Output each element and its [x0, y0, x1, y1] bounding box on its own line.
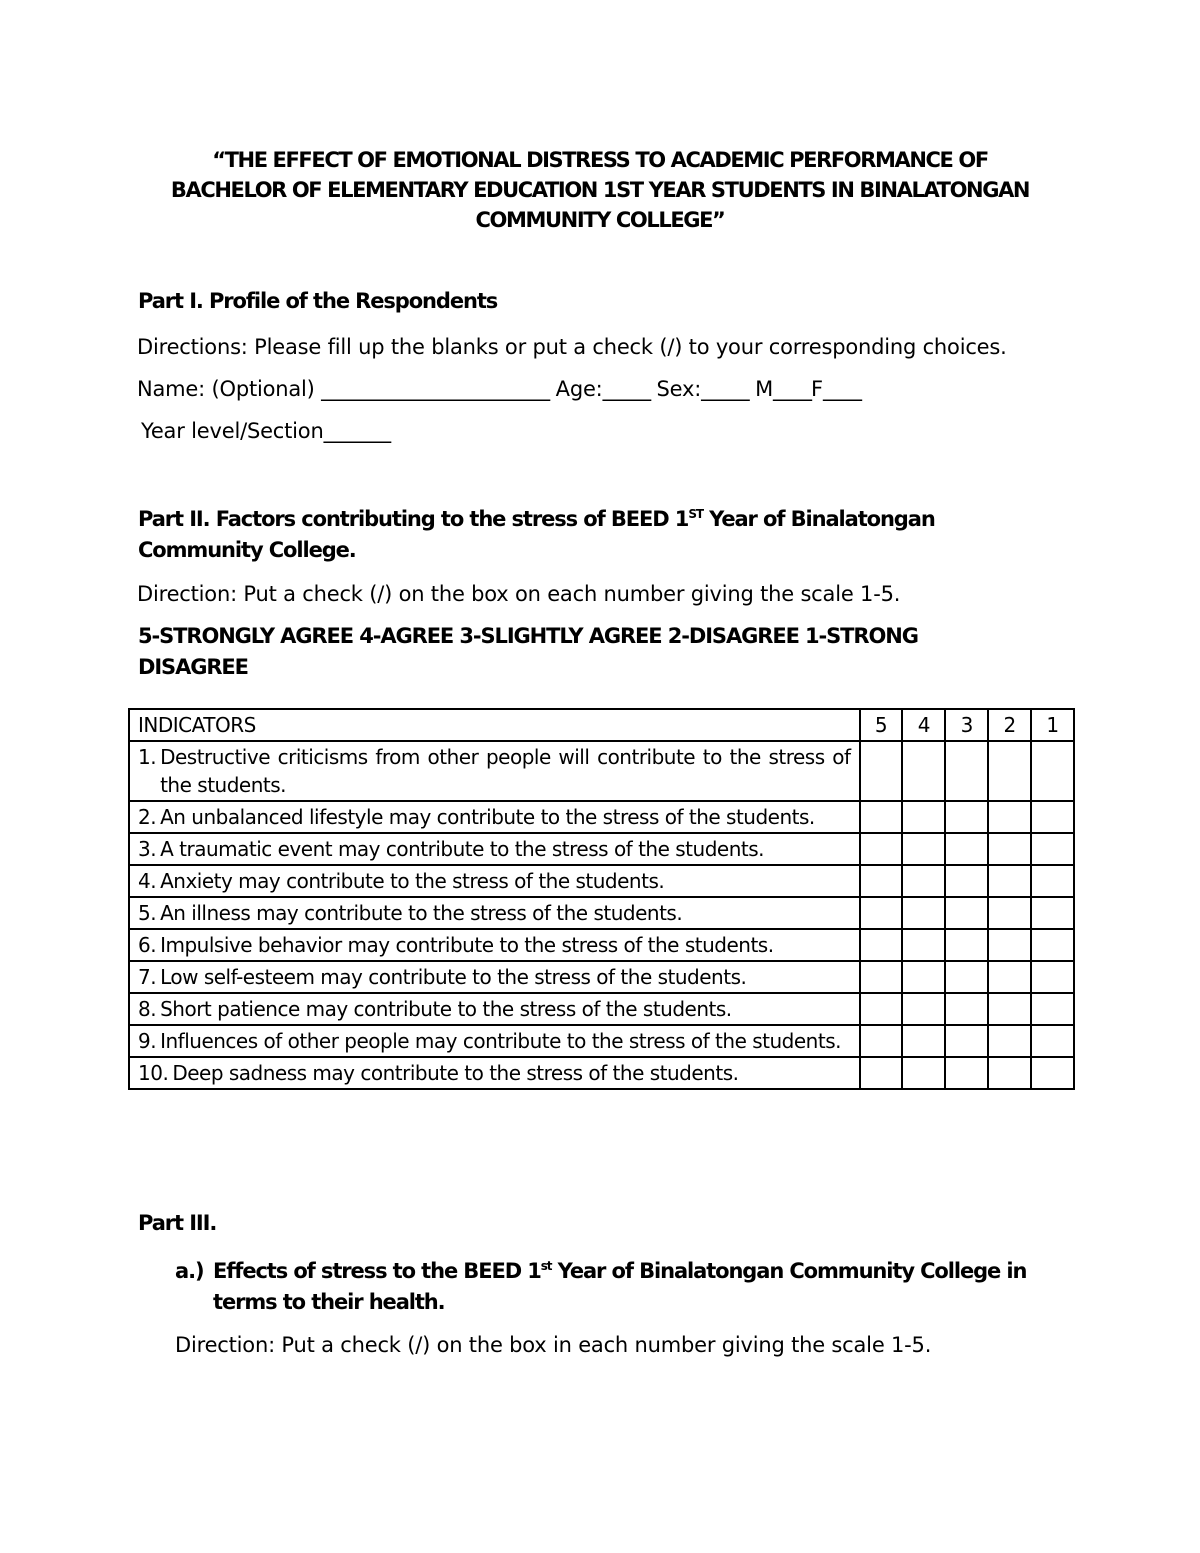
indicator-item	[138, 803, 851, 831]
indicators-header: INDICATORS	[129, 709, 860, 741]
check-box-5[interactable]	[860, 1025, 903, 1057]
check-box-5[interactable]	[860, 993, 903, 1025]
check-box-3[interactable]	[945, 801, 988, 833]
check-box-3[interactable]	[945, 1025, 988, 1057]
table-row	[129, 865, 1074, 897]
part1-directions: Directions: Please fill up the blanks or put a check (/) to your corresponding choices.	[137, 335, 1007, 359]
age-field[interactable]: _____	[602, 377, 651, 401]
check-box-5[interactable]	[860, 929, 903, 961]
table-row	[129, 833, 1074, 865]
check-box-3[interactable]	[945, 865, 988, 897]
check-box-5[interactable]	[860, 801, 903, 833]
check-box-4[interactable]	[902, 801, 945, 833]
m-checkbox[interactable]: ____	[773, 377, 812, 401]
indicator-text: Low self-esteem may contribute to the stress of the students.	[160, 965, 747, 989]
indicator-text: Impulsive behavior may contribute to the stress of the students.	[160, 933, 774, 957]
indicator-cell	[129, 929, 860, 961]
m-label: M	[755, 377, 774, 401]
check-box-5[interactable]	[860, 865, 903, 897]
indicator-text: A traumatic event may contribute to the stress of the students.	[160, 837, 764, 861]
check-box-4[interactable]	[902, 741, 945, 801]
sex-field[interactable]: _____	[701, 377, 749, 401]
indicator-text: Influences of other people may contribute to the stress of the students.	[160, 1029, 841, 1053]
table-row	[129, 993, 1074, 1025]
part3-sub-sup: st	[540, 1259, 552, 1273]
indicator-item	[138, 931, 851, 959]
check-box-3[interactable]	[945, 897, 988, 929]
part3-sub-label: a.)	[175, 1259, 204, 1283]
scale-legend: 5-STRONGLY AGREE 4-AGREE 3-SLIGHTLY AGREE 2-DISAGREE 1-STRONG DISAGREE	[138, 624, 918, 679]
check-box-4[interactable]	[902, 993, 945, 1025]
check-box-1[interactable]	[1031, 865, 1074, 897]
part3-heading: Part III.	[138, 1211, 217, 1235]
indicator-item	[138, 867, 851, 895]
scale-header-4: 4	[902, 709, 945, 741]
year-section-line	[141, 416, 390, 446]
part3-subheading	[175, 1256, 1075, 1318]
table-row	[129, 897, 1074, 929]
indicator-item	[138, 995, 851, 1023]
indicator-text: An unbalanced lifestyle may contribute to the stress of the students.	[160, 805, 815, 829]
indicator-cell	[129, 961, 860, 993]
indicator-cell	[129, 833, 860, 865]
name-label: Name: (Optional)	[137, 377, 315, 401]
check-box-2[interactable]	[988, 865, 1031, 897]
check-box-3[interactable]	[945, 741, 988, 801]
check-box-1[interactable]	[1031, 833, 1074, 865]
indicator-cell	[129, 897, 860, 929]
table-row	[129, 1057, 1074, 1089]
check-box-2[interactable]	[988, 1057, 1031, 1089]
check-box-1[interactable]	[1031, 993, 1074, 1025]
check-box-2[interactable]	[988, 741, 1031, 801]
indicator-number: 6.	[138, 933, 157, 957]
indicator-number: 10.	[138, 1061, 169, 1085]
scale-header-3: 3	[945, 709, 988, 741]
part3-sub-text	[213, 1256, 1075, 1318]
table-row	[129, 801, 1074, 833]
table-row	[129, 741, 1074, 801]
indicator-cell	[129, 801, 860, 833]
year-section-field[interactable]: _______	[323, 419, 391, 443]
check-box-3[interactable]	[945, 961, 988, 993]
check-box-5[interactable]	[860, 1057, 903, 1089]
check-box-1[interactable]	[1031, 1057, 1074, 1089]
indicator-number: 3.	[138, 837, 157, 861]
f-checkbox[interactable]: ____	[822, 377, 861, 401]
check-box-4[interactable]	[902, 865, 945, 897]
indicator-text: Short patience may contribute to the stress of the students.	[160, 997, 732, 1021]
indicator-item	[138, 1027, 851, 1055]
part1-heading: Part I. Profile of the Respondents	[138, 289, 498, 313]
title-line-1: “THE EFFECT OF EMOTIONAL DISTRESS TO ACADEMIC PERFORMANCE OF	[212, 148, 988, 172]
table-row	[129, 961, 1074, 993]
check-box-1[interactable]	[1031, 801, 1074, 833]
indicator-number: 8.	[138, 997, 157, 1021]
indicator-text: Anxiety may contribute to the stress of the students.	[160, 869, 665, 893]
part2-heading-sup: ST	[688, 507, 703, 521]
document-title	[150, 145, 1050, 235]
f-label: F	[811, 377, 823, 401]
check-box-3[interactable]	[945, 833, 988, 865]
name-field[interactable]: ________________________	[321, 377, 550, 401]
part2-heading-text-end: Year of Binalatongan Community College.	[138, 507, 935, 562]
check-box-2[interactable]	[988, 961, 1031, 993]
indicator-cell	[129, 993, 860, 1025]
check-box-4[interactable]	[902, 1025, 945, 1057]
part3-sub-text-end: Year of Binalatongan Community College in terms to their health.	[213, 1259, 1027, 1314]
check-box-2[interactable]	[988, 1025, 1031, 1057]
check-box-4[interactable]	[902, 1057, 945, 1089]
indicator-item	[138, 835, 851, 863]
scale-header-2: 2	[988, 709, 1031, 741]
table-row	[129, 929, 1074, 961]
check-box-1[interactable]	[1031, 1025, 1074, 1057]
check-box-5[interactable]	[860, 833, 903, 865]
indicator-cell	[129, 741, 860, 801]
title-line-3: COMMUNITY COLLEGE”	[475, 208, 725, 232]
indicator-cell	[129, 1025, 860, 1057]
scale-header-5: 5	[860, 709, 903, 741]
indicator-item	[138, 963, 851, 991]
indicator-cell	[129, 865, 860, 897]
indicators-table	[128, 708, 1075, 1090]
indicator-text: Deep sadness may contribute to the stress of the students.	[172, 1061, 739, 1085]
indicator-cell	[129, 1057, 860, 1089]
indicator-number: 7.	[138, 965, 157, 989]
indicator-item	[138, 743, 851, 799]
check-box-3[interactable]	[945, 1057, 988, 1089]
check-box-1[interactable]	[1031, 741, 1074, 801]
indicator-item	[138, 899, 851, 927]
part3-direction: Direction: Put a check (/) on the box in each number giving the scale 1-5.	[175, 1333, 932, 1357]
part3-sub-text-start: Effects of stress to the BEED 1	[213, 1259, 541, 1283]
title-line-2: BACHELOR OF ELEMENTARY EDUCATION 1ST YEAR STUDENTS IN BINALATONGAN	[170, 178, 1030, 202]
table-header-row	[129, 709, 1074, 741]
check-box-5[interactable]	[860, 741, 903, 801]
year-section-label: Year level/Section	[141, 419, 324, 443]
age-label: Age:	[555, 377, 603, 401]
check-box-4[interactable]	[902, 961, 945, 993]
check-box-4[interactable]	[902, 833, 945, 865]
part2-heading-text: Part II. Factors contributing to the stress of BEED 1	[138, 507, 689, 531]
indicator-number: 9.	[138, 1029, 157, 1053]
part2-direction: Direction: Put a check (/) on the box on each number giving the scale 1-5.	[137, 582, 901, 606]
check-box-2[interactable]	[988, 929, 1031, 961]
check-box-2[interactable]	[988, 993, 1031, 1025]
check-box-1[interactable]	[1031, 961, 1074, 993]
check-box-5[interactable]	[860, 961, 903, 993]
indicator-number: 2.	[138, 805, 157, 829]
indicator-text: An illness may contribute to the stress of the students.	[160, 901, 683, 925]
check-box-5[interactable]	[860, 897, 903, 929]
check-box-4[interactable]	[902, 897, 945, 929]
table-row	[129, 1025, 1074, 1057]
check-box-2[interactable]	[988, 833, 1031, 865]
sex-label: Sex:	[656, 377, 702, 401]
indicator-text: Destructive criticisms from other people will contribute to the stress of the students.	[160, 745, 851, 797]
indicator-number: 5.	[138, 901, 157, 925]
indicator-item	[138, 1059, 851, 1087]
check-box-1[interactable]	[1031, 897, 1074, 929]
check-box-2[interactable]	[988, 897, 1031, 929]
check-box-2[interactable]	[988, 801, 1031, 833]
check-box-3[interactable]	[945, 929, 988, 961]
part2-heading	[138, 504, 1058, 566]
indicator-number: 1.	[138, 745, 157, 769]
check-box-1[interactable]	[1031, 929, 1074, 961]
indicator-number: 4.	[138, 869, 157, 893]
check-box-3[interactable]	[945, 993, 988, 1025]
profile-line	[137, 374, 861, 404]
scale-header-1: 1	[1031, 709, 1074, 741]
check-box-4[interactable]	[902, 929, 945, 961]
